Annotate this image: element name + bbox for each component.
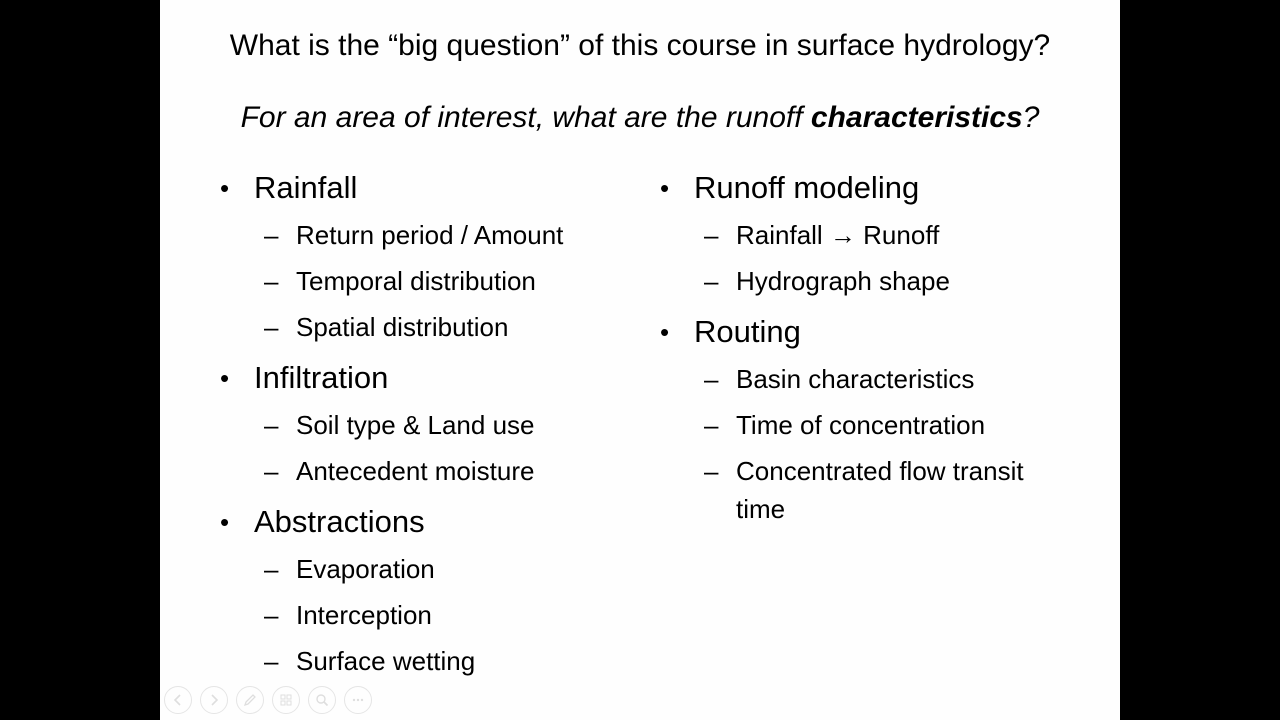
previous-icon[interactable] (164, 686, 192, 714)
bullet-glyph: • (220, 507, 230, 537)
dash-glyph: – (704, 456, 719, 486)
next-icon[interactable] (200, 686, 228, 714)
sub-bullet-label: Return period / Amount (296, 220, 564, 250)
subtitle-suffix: ? (1022, 101, 1040, 134)
dash-glyph: – (704, 220, 719, 250)
slide (160, 0, 1120, 720)
sub-bullet-label: Interception (296, 600, 432, 630)
bullet-glyph: • (220, 363, 230, 393)
bullet-label: Routing (694, 314, 801, 349)
sub-bullet (218, 596, 638, 634)
bullet-glyph: • (660, 317, 670, 347)
sub-bullet-label: Time of concentration (736, 410, 986, 440)
sub-bullet (658, 216, 1078, 254)
sub-bullet (218, 216, 638, 254)
bullet-routing (658, 312, 1078, 352)
dash-glyph: – (264, 410, 279, 440)
dash-glyph: – (704, 266, 719, 296)
sub-bullet-label: Basin characteristics (736, 364, 975, 394)
dash-glyph: – (704, 364, 719, 394)
zoom-icon[interactable] (308, 686, 336, 714)
bullet-infiltration (218, 358, 638, 398)
pen-icon[interactable] (236, 686, 264, 714)
slides-icon[interactable] (272, 686, 300, 714)
sub-bullet (218, 550, 638, 588)
sub-bullet-label: Antecedent moisture (296, 456, 535, 486)
sub-bullet-label: Evaporation (296, 554, 435, 584)
dash-glyph: – (264, 456, 279, 486)
dash-glyph: – (264, 266, 279, 296)
bullet-rainfall (218, 168, 638, 208)
dash-glyph: – (704, 410, 719, 440)
dash-glyph: – (264, 554, 279, 584)
bullet-label: Runoff modeling (694, 170, 920, 205)
bullet-abstractions (218, 502, 638, 542)
bullet-runoff-modeling (658, 168, 1078, 208)
sub-bullet-label: Hydrograph shape (736, 266, 950, 296)
sub-bullet (218, 642, 638, 680)
bullet-label: Abstractions (254, 504, 425, 539)
slideshow-toolbar (164, 686, 372, 716)
sub-bullet-label: Surface wetting (296, 646, 476, 676)
right-column (658, 168, 1078, 528)
sub-bullet (658, 262, 1078, 300)
sub-bullet (218, 262, 638, 300)
slide-subtitle (160, 98, 1120, 138)
dash-glyph: – (264, 646, 279, 676)
bullet-glyph: • (660, 173, 670, 203)
sub-bullet (658, 406, 1078, 444)
bullet-glyph: • (220, 173, 230, 203)
sub-bullet-label: Soil type & Land use (296, 410, 535, 440)
sub-bullet (218, 406, 638, 444)
sub-bullet-label: Concentrated flow transit time (736, 456, 1024, 524)
sub-bullet-label: Temporal distribution (296, 266, 536, 296)
sub-bullet (658, 360, 1078, 398)
subtitle-prefix: For an area of interest, what are the runoff (240, 101, 811, 134)
dash-glyph: – (264, 312, 279, 342)
sub-bullet-label: Spatial distribution (296, 312, 509, 342)
sub-bullet (218, 452, 638, 490)
sub-bullet-label: Rainfall → Runoff (736, 220, 940, 250)
slide-title: What is the “big question” of this course in surface hydrology? (229, 29, 1051, 62)
more-icon[interactable] (344, 686, 372, 714)
sub-bullet (218, 308, 638, 346)
bullet-label: Rainfall (254, 170, 358, 205)
sub-bullet (658, 452, 1036, 528)
dash-glyph: – (264, 220, 279, 250)
dash-glyph: – (264, 600, 279, 630)
left-column (218, 168, 638, 680)
subtitle-emphasis: characteristics (810, 101, 1023, 134)
bullet-label: Infiltration (254, 360, 389, 395)
